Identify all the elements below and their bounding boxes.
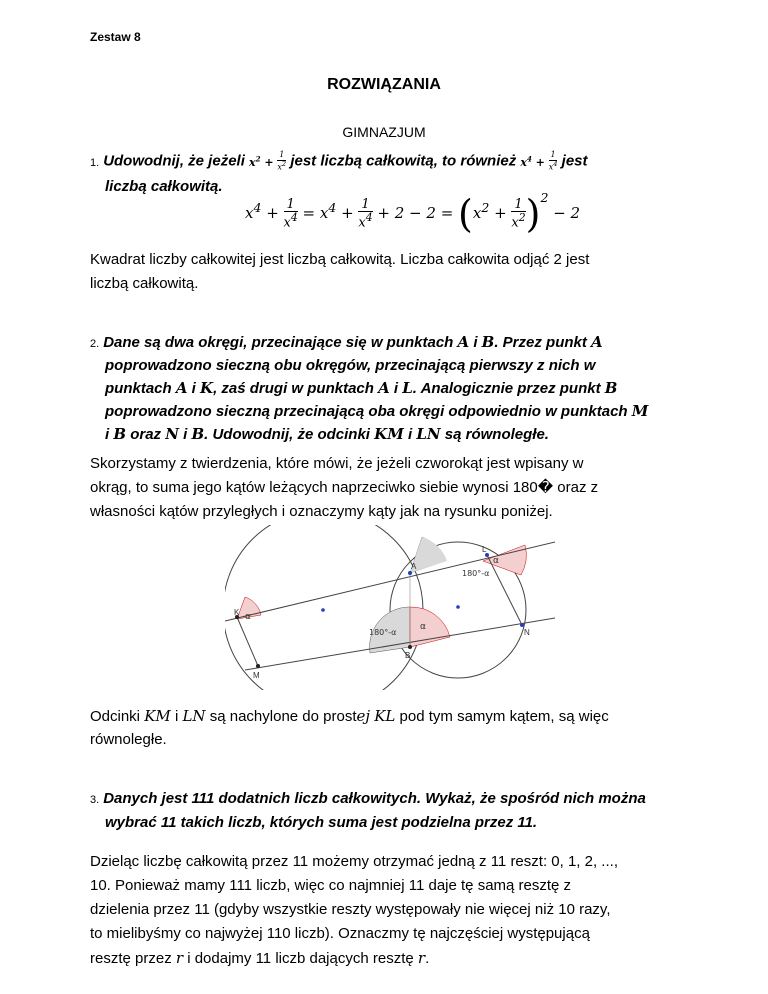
problem-3-solution-line4: to mielibyśmy co najwyżej 110 liczb). Oznaczmy tę najczęściej występującą bbox=[90, 925, 590, 942]
problem-3-solution-line3: dzielenia przez 11 (gdyby wszystkie reszty występowały nie więcej niż 10 razy, bbox=[90, 901, 611, 918]
label-B: B bbox=[405, 651, 411, 660]
page-title: ROZWIĄZANIA bbox=[327, 76, 441, 93]
angle-label-alpha-B: α bbox=[420, 622, 426, 632]
problem-1-equation: $x^4$ + $\frac{1}{x^4}$ = $x^4$ + $\frac{1}{x^4}$ + $2 - 2 = (x^2$ + $\frac{1}{x^2}$ )$^2$ − 2 bbox=[245, 190, 581, 236]
problem-2-solution-line3: własności kątów przyległych i oznaczymy kąty jak na rysunku poniżej. bbox=[90, 503, 553, 520]
problem-2-solution-line1: Skorzystamy z twierdzenia, które mówi, że jeżeli czworokąt jest wpisany w bbox=[90, 455, 584, 472]
problem-number: 1. bbox=[90, 156, 100, 169]
label-L: L bbox=[482, 545, 487, 554]
problem-3-statement-cont: wybrać 11 takich liczb, których suma jest podzielna przez 11. bbox=[105, 814, 538, 831]
problem-2-conclusion-line2: równoległe. bbox=[90, 731, 167, 748]
problem-3-statement: 3. Danych jest 111 dodatnich liczb całkowitych. Wykaż, że spośród nich można bbox=[90, 790, 646, 807]
problem-2-solution-line2: okrąg, to suma jego kątów leżących naprzeciwko siebie wynosi 180� oraz z bbox=[90, 479, 599, 496]
circles-figure bbox=[225, 525, 555, 690]
angle-label-alpha-K: α bbox=[245, 612, 251, 622]
angle-label-alpha-L: α bbox=[493, 556, 499, 566]
problem-3-solution-line2: 10. Ponieważ mamy 111 liczb, więc co najmniej 11 daje tę samą resztę z bbox=[90, 877, 572, 894]
label-K: K bbox=[234, 608, 240, 617]
problem-1-solution-line2: liczbą całkowitą. bbox=[90, 275, 199, 292]
label-N: N bbox=[524, 628, 530, 637]
problem-3-solution-line1: Dzieląc liczbę całkowitą przez 11 możemy otrzymać jedną z 11 reszt: 0, 1, 2, ..., bbox=[90, 853, 618, 870]
angle-label-supp-L: 180°-α bbox=[462, 569, 490, 578]
problem-1-solution-line1: Kwadrat liczby całkowitej jest liczbą całkowitą. Liczba całkowita odjąć 2 jest bbox=[90, 251, 590, 268]
set-header: Zestaw 8 bbox=[90, 30, 141, 44]
label-M: M bbox=[253, 671, 260, 680]
problem-1-statement: 1. Udowodnij, że jeżeli $x^2$ + $\frac{1}{x^2}$ jest liczbą całkowitą, to również $x^4$ + $\frac{1}{x^4}$ jest bbox=[90, 150, 588, 172]
problem-2-conclusion: Odcinki KM i LN są nachylone do prostej KL pod tym samym kątem, są więc bbox=[90, 707, 609, 725]
problem-1-statement-cont: liczbą całkowitą. bbox=[105, 178, 223, 195]
label-A: A bbox=[411, 562, 417, 571]
segment-KM bbox=[237, 617, 258, 666]
section-title: GIMNAZJUM bbox=[342, 124, 426, 140]
problem-3-solution-line5: resztę przez r i dodajmy 11 liczb dających resztę r. bbox=[90, 949, 430, 967]
angle-label-supp-B: 180°-α bbox=[369, 628, 397, 637]
problem-2-statement: 2. Dane są dwa okręgi, przecinające się w punktach A i B. Przez punkt A poprowadzono sieczną obu okręgów, przecinającą pierwszy z nich w punktach A i K, zaś drugi w punktach A i L. Analogicznie przez punkt B poprowadzono sieczną przecinającą oba okręgi odpowiednio w punktach M i B oraz N i B. Udowodnij, że odcinki KM i LN są równoległe. bbox=[90, 333, 649, 443]
